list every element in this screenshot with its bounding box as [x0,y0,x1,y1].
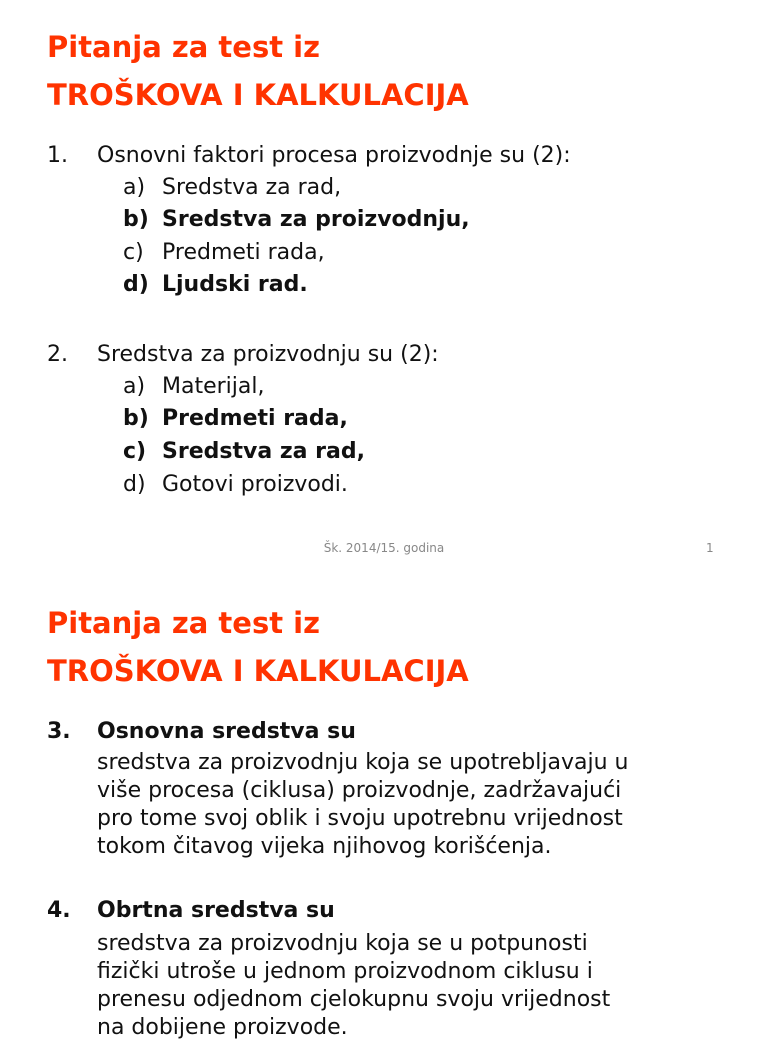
answer-line: fizički utroše u jednom proizvodnom ciklusu i [97,959,593,984]
option-text: Predmeti rada, [162,240,325,265]
question-number: 2. [47,342,68,367]
answer-line: tokom čitavog vijeka njihovog korišćenja. [97,834,552,859]
option-text: Sredstva za proizvodnju, [162,207,470,232]
slide-title-line2: TROŠKOVA I KALKULACIJA [47,654,469,688]
slide-title-line1: Pitanja za test iz [47,30,320,64]
question-number: 3. [47,719,71,744]
question-heading: Osnovna sredstva su [97,719,356,744]
slide-title-line1: Pitanja za test iz [47,606,320,640]
slide-footer: Šk. 2014/15. godina [323,541,445,555]
option-text: Ljudski rad. [162,272,308,297]
answer-line: sredstva za proizvodnju koja se u potpunosti [97,931,588,956]
option-letter: d) [123,472,146,497]
page-number: 1 [706,541,714,555]
option-letter: c) [123,240,144,265]
answer-line: na dobijene proizvode. [97,1015,348,1040]
option-text: Sredstva za rad, [162,439,365,464]
question-3-answer [97,749,737,861]
answer-line: pro tome svoj oblik i svoju upotrebnu vrijednost [97,806,623,831]
option-text: Sredstva za rad, [162,175,342,200]
option-letter: a) [123,374,146,399]
question-4-answer [97,930,737,1042]
answer-line: prenesu odjednom cjelokupnu svoju vrijednost [97,987,611,1012]
option-letter: d) [123,272,149,297]
option-text: Materijal, [162,374,265,399]
question-number: 4. [47,898,71,923]
question-text: Sredstva za proizvodnju su (2): [97,342,439,367]
option-text: Predmeti rada, [162,406,348,431]
slide-2 [0,576,768,1040]
question-heading: Obrtna sredstva su [97,898,335,923]
answer-line: više procesa (ciklusa) proizvodnje, zadržavajući [97,778,622,803]
option-text: Gotovi proizvodi. [162,472,348,497]
question-number: 1. [47,143,68,168]
question-text: Osnovni faktori procesa proizvodnje su (2): [97,143,571,168]
option-letter: b) [123,207,149,232]
option-letter: c) [123,439,147,464]
answer-line: sredstva za proizvodnju koja se upotrebljavaju u [97,750,629,775]
option-letter: b) [123,406,149,431]
slide-title-line2: TROŠKOVA I KALKULACIJA [47,78,469,112]
option-letter: a) [123,175,146,200]
